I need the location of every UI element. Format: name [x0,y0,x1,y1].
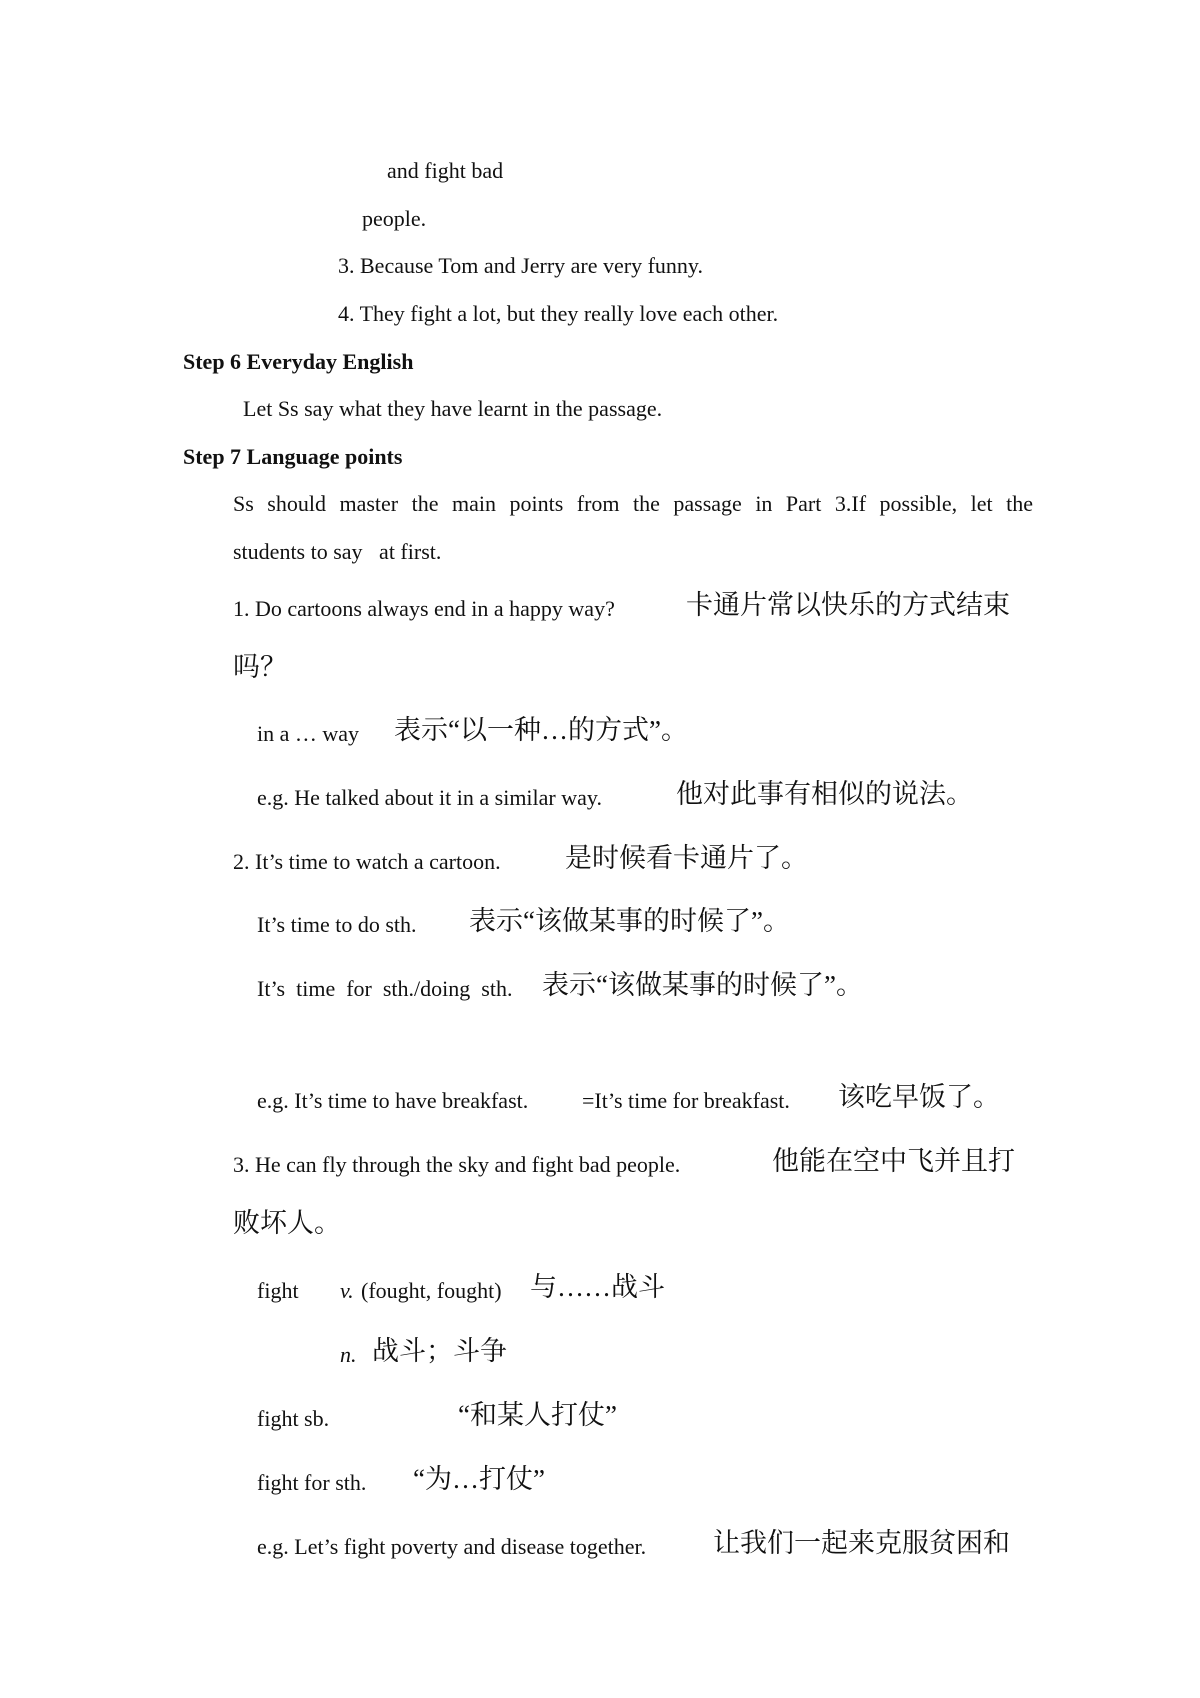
point1-example-cn: 他对此事有相似的说法。 [676,779,973,809]
point1-phrase-note: 表示“以一种…的方式”。 [394,715,688,745]
point3-pos-n [340,1341,357,1369]
point3-pos-v-text: v. [340,1278,354,1303]
point2-example-eq: =It’s time for breakfast. [582,1088,790,1113]
point3-pos-n-text: n. [340,1342,357,1367]
step7-intro-line1 [233,490,1033,518]
point3-phrase-b: fight for sth. [257,1470,367,1495]
step7-intro-line1-text: Ss should master the main points from the passage in Part 3.If possible, let the [233,491,1033,516]
point3-meaning-n: 战斗；斗争 [372,1336,507,1366]
point3-translation-a: 他能在空中飞并且打 [772,1146,1015,1176]
step6-text: Let Ss say what they have learnt in the passage. [243,396,663,421]
point3-phrase-b-note: “为…打仗” [413,1464,545,1494]
step6-heading: Step 6 Everyday English [183,349,414,374]
step7-heading: Step 7 Language points [183,444,403,469]
point3-word: fight [257,1278,299,1303]
answer-2-continuation-line1: and fight bad [387,158,504,183]
point3-example-cn: 让我们一起来克服贫困和 [713,1528,1010,1558]
point2-phrase-a-note: 表示“该做某事的时候了”。 [469,906,790,936]
point1-sentence: 1. Do cartoons always end in a happy way? [233,596,615,621]
point2-example: e.g. It’s time to have breakfast. [257,1088,529,1113]
point1-example: e.g. He talked about it in a similar way. [257,785,602,810]
point3-meaning-v: 与……战斗 [530,1272,665,1302]
answer-4: 4. They fight a lot, but they really love each other. [338,301,779,326]
step7-intro-line2: students to say at first. [233,539,442,564]
point3-pos-v [340,1277,354,1305]
point2-phrase-a: It’s time to do sth. [257,912,417,937]
point2-phrase-b: It’s time for sth./doing sth. [257,976,513,1001]
point3-phrase-a-note: “和某人打仗” [458,1400,617,1430]
point1-phrase: in a … way [257,721,360,746]
point3-forms: (fought, fought) [361,1278,502,1303]
point2-translation: 是时候看卡通片了。 [565,843,808,873]
answer-3: 3. Because Tom and Jerry are very funny. [338,253,703,278]
point3-example: e.g. Let’s fight poverty and disease together. [257,1534,647,1559]
point3-translation-b: 败坏人。 [233,1208,341,1238]
point3-phrase-a: fight sb. [257,1406,330,1431]
point2-sentence: 2. It’s time to watch a cartoon. [233,849,501,874]
point3-sentence: 3. He can fly through the sky and fight bad people. [233,1152,681,1177]
point1-translation-a: 卡通片常以快乐的方式结束 [686,590,1010,620]
point2-phrase-b-note: 表示“该做某事的时候了”。 [542,970,863,1000]
answer-2-continuation-line2: people. [362,206,427,231]
point2-example-cn: 该吃早饭了。 [838,1082,1000,1112]
point1-translation-b: 吗？ [233,652,287,682]
